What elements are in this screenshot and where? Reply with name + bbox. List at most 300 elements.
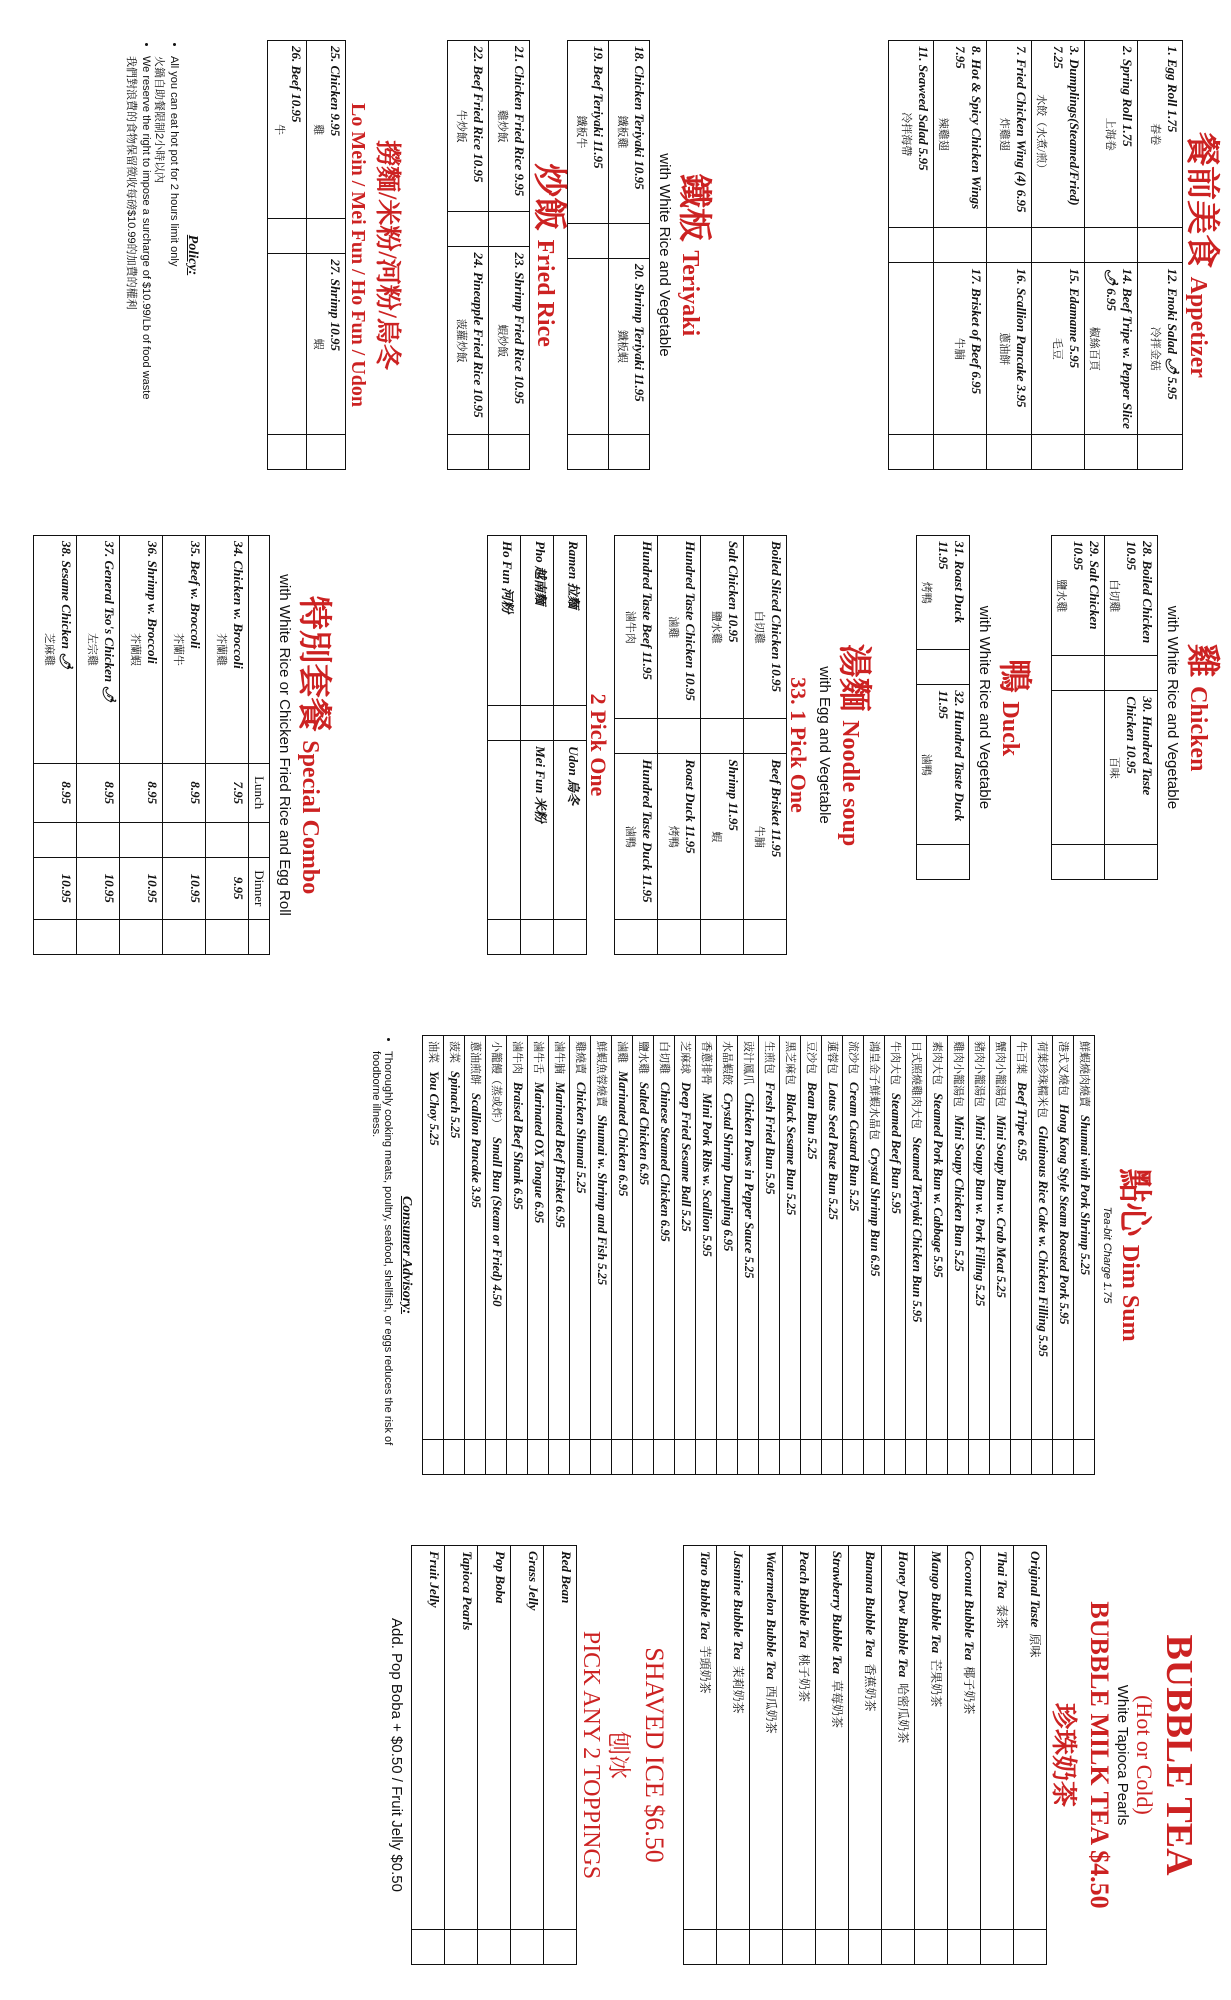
order-qty-box[interactable]	[696, 1440, 717, 1475]
dim-sum-en: Chicken Paws in Pepper Sauce 5.25	[742, 1093, 757, 1279]
bubble-tea-row	[915, 1546, 948, 1965]
order-qty-box[interactable]	[927, 1440, 948, 1475]
order-qty-box[interactable]	[206, 920, 249, 955]
menu-item-cn: 雞炒飯	[496, 109, 509, 143]
menu-item-cn: 鐵板蝦	[616, 329, 629, 363]
lo-mein-title-en: Lo Mein / Mei Fun / Ho Fun / Udon	[346, 103, 369, 407]
order-qty-box[interactable]	[549, 1440, 570, 1475]
menu-item-cell	[1085, 263, 1138, 435]
menu-item-cell	[658, 754, 701, 920]
order-qty-box[interactable]	[568, 435, 609, 470]
shaved-ice-footer: Add. Pop Boba + $0.50 / Fruit Jelly $0.50	[388, 1618, 405, 1892]
dim-sum-en: Steamed Beef Bun 5.95	[889, 1093, 904, 1214]
dim-sum-cn: 蔥油煎餅	[469, 1041, 482, 1085]
order-qty-box[interactable]	[658, 719, 701, 754]
order-qty-box[interactable]	[717, 1930, 750, 1965]
menu-item-cn: 毛豆	[1051, 337, 1064, 360]
order-qty-box[interactable]	[570, 1440, 591, 1475]
menu-item-cell	[568, 41, 609, 224]
menu-row	[554, 536, 587, 955]
order-qty-box[interactable]	[948, 1930, 981, 1965]
menu-item-cell	[701, 536, 744, 719]
order-qty-box[interactable]	[465, 1440, 486, 1475]
shaved-ice-topping: Tapioca Pearls	[445, 1546, 478, 1930]
menu-item-cell	[554, 536, 587, 706]
menu-item-cell	[658, 536, 701, 719]
menu-item-cell	[917, 536, 970, 650]
bubble-tea-row	[981, 1546, 1014, 1965]
menu-item-cell	[488, 741, 521, 920]
consumer-advisory	[370, 1035, 414, 1475]
menu-item-name: 30. Hundred Taste Chicken 10.95	[1124, 696, 1156, 796]
order-qty-box[interactable]	[544, 1930, 577, 1965]
menu-item-cell	[701, 754, 744, 920]
bubble-tea-row	[750, 1546, 783, 1965]
shaved-ice-topping: Fruit Jelly	[412, 1546, 445, 1930]
dim-sum-item	[969, 1036, 990, 1440]
order-qty-box[interactable]	[701, 719, 744, 754]
combo-title-en: Special Combo	[297, 740, 323, 895]
order-qty-box[interactable]	[1053, 1440, 1074, 1475]
order-qty-box[interactable]	[934, 435, 987, 470]
dim-sum-en: Marinated OX Tongue 6.95	[532, 1082, 547, 1224]
dim-sum-item	[948, 1036, 969, 1440]
menu-item-name: 7. Fried Chicken Wing (4) 6.95	[1014, 46, 1030, 213]
bubble-tea-en: Strawberry Bubble Tea	[830, 1551, 845, 1675]
order-qty-box[interactable]	[889, 228, 934, 263]
dim-sum-row	[1011, 1036, 1032, 1475]
bubble-tea-en: Watermelon Bubble Tea	[764, 1551, 779, 1680]
shaved-ice-topping: Red Bean	[544, 1546, 577, 1930]
dim-sum-subtitle: Tea-bit Charge 1.75	[1101, 1206, 1114, 1304]
bubble-tea-en: Original Taste	[1028, 1551, 1043, 1628]
dim-sum-row	[822, 1036, 843, 1475]
dim-sum-cn: 流沙包	[847, 1041, 860, 1074]
chicken-table	[1051, 535, 1158, 880]
appetizer-title-en: Appetizer	[1185, 276, 1211, 378]
order-qty-box[interactable]	[77, 822, 120, 857]
dim-sum-en: Fresh Fried Bun 5.95	[763, 1082, 778, 1195]
order-qty-box[interactable]	[633, 1440, 654, 1475]
order-qty-box[interactable]	[843, 1440, 864, 1475]
order-qty-box[interactable]	[780, 1440, 801, 1475]
order-qty-box[interactable]	[882, 1930, 915, 1965]
menu-item-name: Ramen 拉麵	[566, 541, 582, 609]
noodle-subtitle: with Egg and Vegetable	[816, 666, 834, 824]
order-qty-box[interactable]	[969, 1440, 990, 1475]
order-qty-box[interactable]	[448, 435, 489, 470]
dim-sum-cn: 滷牛肉	[511, 1041, 524, 1074]
order-qty-box[interactable]	[489, 212, 530, 247]
menu-item-name: Beef Brisket 11.95	[769, 759, 785, 858]
combo-lunch-price: 8.95	[163, 763, 206, 822]
bubble-tea-row	[816, 1546, 849, 1965]
dim-sum-en: Beef Tripe 6.95	[1015, 1082, 1030, 1162]
dim-sum-row	[948, 1036, 969, 1475]
menu-item-cn: 水餃（水煮/煎）	[1035, 94, 1048, 175]
menu-row	[489, 41, 530, 470]
order-qty-box[interactable]	[615, 719, 658, 754]
menu-item-name: Udon 烏冬	[566, 746, 582, 805]
dim-sum-row	[864, 1036, 885, 1475]
dim-sum-item	[675, 1036, 696, 1440]
menu-item-cell	[889, 41, 934, 228]
order-qty-box[interactable]	[849, 1930, 882, 1965]
order-qty-box[interactable]	[658, 920, 701, 955]
dim-sum-row	[906, 1036, 927, 1475]
noodle-title-en: Noodle soup	[837, 720, 863, 847]
order-qty-box[interactable]	[1032, 435, 1085, 470]
order-qty-box[interactable]	[163, 822, 206, 857]
order-qty-box[interactable]	[987, 435, 1032, 470]
policy-item: 火鍋自助餐限制2小時以內	[153, 56, 165, 184]
order-qty-box[interactable]	[701, 920, 744, 955]
shaved-ice-row	[478, 1546, 511, 1965]
order-qty-box[interactable]	[1014, 1930, 1047, 1965]
order-qty-box[interactable]	[744, 920, 787, 955]
order-qty-box[interactable]	[307, 219, 346, 254]
combo-header-row	[249, 536, 270, 955]
menu-item-name: 32. Hundred Taste Duck 11.95	[936, 690, 968, 822]
menu-item-cn: 春卷	[1149, 123, 1162, 146]
order-qty-box[interactable]	[1105, 845, 1158, 880]
order-qty-box[interactable]	[948, 1440, 969, 1475]
bubble-tea-en: Banana Bubble Tea	[863, 1551, 878, 1658]
dim-sum-en: Mini Soupy Bun w. Pork Filling 5.25	[973, 1115, 988, 1307]
menu-item-name: 31. Roast Duck 11.95	[936, 541, 968, 623]
menu-item-name: 22. Beef Fried Rice 10.95	[471, 46, 487, 183]
bubble-tea-en: Honey Dew Bubble Tea	[896, 1551, 911, 1678]
dim-sum-item	[633, 1036, 654, 1440]
order-qty-box[interactable]	[684, 1930, 717, 1965]
order-qty-box[interactable]	[744, 719, 787, 754]
shaved-ice-row	[412, 1546, 445, 1965]
order-qty-box[interactable]	[554, 920, 587, 955]
menu-item-cn: 椒絲百頁	[1088, 326, 1101, 371]
menu-item-name: Hundred Taste Beef 11.95	[640, 541, 656, 680]
order-qty-box[interactable]	[307, 435, 346, 470]
combo-dinner-price: 10.95	[77, 857, 120, 920]
dim-sum-item	[465, 1036, 486, 1440]
order-qty-box[interactable]	[521, 920, 554, 955]
bubble-tea-cn: 泰茶	[995, 1604, 1009, 1629]
order-qty-box[interactable]	[1011, 1440, 1032, 1475]
combo-lunch-price: 8.95	[77, 763, 120, 822]
menu-item-cell	[120, 536, 163, 764]
menu-item-cn: 蝦	[312, 338, 325, 350]
dim-sum-item	[822, 1036, 843, 1440]
order-qty-box[interactable]	[885, 1440, 906, 1475]
dim-sum-item	[864, 1036, 885, 1440]
dim-sum-cn: 雞肉小籠湯包	[952, 1041, 965, 1107]
bubble-tea-pearls: White Tapioca Pearls	[1114, 1684, 1131, 1826]
order-qty-box[interactable]	[906, 1440, 927, 1475]
dim-sum-row	[801, 1036, 822, 1475]
order-qty-box[interactable]	[507, 1440, 528, 1475]
menu-row	[701, 536, 744, 955]
shaved-ice-topping: Pop Boba	[478, 1546, 511, 1930]
dim-sum-item	[444, 1036, 465, 1440]
order-qty-box[interactable]	[934, 228, 987, 263]
order-qty-box[interactable]	[249, 920, 270, 955]
menu-item-cn: 辣雞翅	[937, 117, 950, 151]
order-qty-box[interactable]	[521, 706, 554, 741]
menu-item-cell	[1105, 691, 1158, 845]
bubble-tea-en: Jasmine Bubble Tea	[731, 1551, 746, 1660]
menu-item-cn: 左宗雞	[86, 632, 99, 666]
menu-item-cn: 芥蘭蝦	[129, 632, 142, 666]
teriyaki-table	[567, 40, 650, 470]
order-qty-box[interactable]	[738, 1440, 759, 1475]
order-qty-box[interactable]	[268, 219, 307, 254]
menu-item-name: 28. Boiled Chicken 10.95	[1124, 541, 1156, 644]
menu-item-name: 17. Brisket of Beef 6.95	[969, 268, 985, 395]
dim-sum-en: You Choy 5.25	[427, 1071, 442, 1146]
menu-item-name: Ho Fun 河粉	[500, 541, 516, 614]
order-qty-box[interactable]	[478, 1930, 511, 1965]
order-qty-box[interactable]	[488, 706, 521, 741]
lo-mein-section	[267, 40, 401, 470]
menu-row	[1032, 41, 1085, 470]
order-qty-box[interactable]	[423, 1440, 444, 1475]
dim-sum-en: Salted Chicken 6.95	[637, 1082, 652, 1186]
order-qty-box[interactable]	[1074, 1440, 1095, 1475]
bubble-tea-item	[981, 1546, 1014, 1930]
bubble-tea-cn: 椰子奶茶	[962, 1666, 976, 1715]
dim-sum-row	[528, 1036, 549, 1475]
menu-item-cn: 白切雞	[1108, 579, 1121, 613]
dim-sum-en: Chinese Steamed Chicken 6.95	[658, 1082, 673, 1242]
noodle-title-cn: 湯麵	[835, 643, 872, 712]
dim-sum-en: Chicken Shumai 5.25	[574, 1082, 589, 1194]
order-qty-box[interactable]	[486, 1440, 507, 1475]
combo-row	[34, 536, 77, 955]
menu-item-cell	[307, 254, 346, 435]
order-qty-box[interactable]	[591, 1440, 612, 1475]
dim-sum-cn: 豆沙包	[805, 1041, 818, 1074]
combo-table	[33, 535, 270, 955]
menu-item-name: Mei Fun 米粉	[533, 746, 549, 823]
menu-item-cn: 芥蘭雞	[215, 632, 228, 666]
order-qty-box[interactable]	[987, 228, 1032, 263]
dim-sum-item	[570, 1036, 591, 1440]
consumer-heading: Consumer Advisory:	[399, 1195, 415, 1315]
bubble-tea-item	[717, 1546, 750, 1930]
order-qty-box[interactable]	[1032, 1440, 1053, 1475]
dim-sum-en: Glutinous Rice Cake w. Chicken Filling 5.95	[1036, 1126, 1051, 1357]
dim-sum-row	[570, 1036, 591, 1475]
menu-item-name: 3. Dumplings(Steamed/Fried) 7.25	[1051, 46, 1083, 206]
order-qty-box[interactable]	[511, 1930, 544, 1965]
order-qty-box[interactable]	[822, 1440, 843, 1475]
dim-sum-item	[717, 1036, 738, 1440]
combo-row	[77, 536, 120, 955]
order-qty-box[interactable]	[612, 1440, 633, 1475]
order-qty-box[interactable]	[1138, 435, 1183, 470]
dim-sum-en: Small Bun (Steam or Fried) 4.50	[490, 1137, 505, 1307]
order-qty-box[interactable]	[990, 1440, 1011, 1475]
menu-item-cn: 蝦	[710, 831, 723, 843]
menu-item-name: 24. Pineapple Fried Rice 10.95	[471, 252, 487, 418]
appetizer-title-cn: 餐前美食	[1183, 132, 1220, 269]
menu-item-cn: 芝麻雞	[43, 632, 56, 666]
order-qty-box[interactable]	[1052, 845, 1105, 880]
dim-sum-item	[612, 1036, 633, 1440]
dim-sum-en: Cream Custard Bun 5.25	[847, 1082, 862, 1212]
combo-subtitle: with White Rice or Chicken Fried Rice and Egg Roll	[276, 574, 294, 916]
dim-sum-row	[591, 1036, 612, 1475]
shaved-ice-row	[445, 1546, 478, 1965]
order-qty-box[interactable]	[889, 435, 934, 470]
order-qty-box[interactable]	[759, 1440, 780, 1475]
dim-sum-en: Mini Soupy Chicken Bun 5.25	[952, 1115, 967, 1272]
order-qty-box[interactable]	[1032, 228, 1085, 263]
order-qty-box[interactable]	[654, 1440, 675, 1475]
order-qty-box[interactable]	[783, 1930, 816, 1965]
bubble-tea-en: Peach Bubble Tea	[797, 1551, 812, 1649]
order-qty-box[interactable]	[554, 706, 587, 741]
order-qty-box[interactable]	[915, 1930, 948, 1965]
order-qty-box[interactable]	[249, 822, 270, 857]
menu-item-cn: 蔥油餅	[998, 332, 1011, 366]
dim-sum-en: Mini Soupy Bun w. Crab Meat 5.25	[994, 1115, 1009, 1298]
order-qty-box[interactable]	[801, 1440, 822, 1475]
consumer-text: • Thoroughly cooking meats, poultry, seafood, shellfish, or eggs reduces the risk of foodborne illness.	[370, 1051, 394, 1475]
dim-sum-title-en: Dim Sum	[1117, 1244, 1143, 1342]
combo-row	[163, 536, 206, 955]
order-qty-box[interactable]	[488, 920, 521, 955]
menu-item-cn: 滷鴨	[624, 825, 637, 848]
shaved-ice-pick: PICK ANY 2 TOPPINGS	[578, 1630, 604, 1880]
menu-item-cell	[934, 263, 987, 435]
shaved-ice-row	[511, 1546, 544, 1965]
bubble-tea-item	[849, 1546, 882, 1930]
menu-item-cell	[268, 41, 307, 219]
order-qty-box[interactable]	[120, 822, 163, 857]
shaved-ice-table	[411, 1545, 577, 1965]
order-qty-box[interactable]	[412, 1930, 445, 1965]
menu-item-name: 26. Beef 10.95	[289, 46, 305, 123]
dim-sum-cn: 香蔥排骨	[700, 1041, 713, 1085]
order-qty-box[interactable]	[917, 845, 970, 880]
menu-row	[1105, 536, 1158, 880]
dim-sum-row	[885, 1036, 906, 1475]
duck-title-en: Duck	[997, 701, 1023, 757]
menu-item-cell	[206, 536, 249, 764]
menu-item-cn: 牛	[273, 124, 286, 136]
bubble-tea-row	[684, 1546, 717, 1965]
bubble-tea-table	[683, 1545, 1047, 1965]
order-qty-box[interactable]	[750, 1930, 783, 1965]
menu-item-cell	[615, 754, 658, 920]
dim-sum-row	[990, 1036, 1011, 1475]
chicken-title-cn: 雞	[1183, 643, 1220, 678]
dim-sum-row	[654, 1036, 675, 1475]
order-qty-box[interactable]	[568, 223, 609, 258]
dim-sum-en: Black Sesame Bun 5.25	[784, 1093, 799, 1216]
order-qty-box[interactable]	[445, 1930, 478, 1965]
order-qty-box[interactable]	[981, 1930, 1014, 1965]
bubble-tea-cn: 西瓜奶茶	[764, 1685, 778, 1734]
order-qty-box[interactable]	[444, 1440, 465, 1475]
order-qty-box[interactable]	[816, 1930, 849, 1965]
menu-item-cn: 炸雞翅	[998, 117, 1011, 151]
order-qty-box[interactable]	[717, 1440, 738, 1475]
order-qty-box[interactable]	[120, 920, 163, 955]
menu-item-cell	[1138, 41, 1183, 228]
policy-item: 我們對浪費的食物保留徵收每磅$10.99的加費的權利	[125, 56, 137, 310]
noodle-pick2-label: 2 Pick One	[586, 693, 612, 797]
dim-sum-en: Crystal Shrimp Dumpling 6.95	[721, 1093, 736, 1252]
duck-subtitle: with White Rice and Vegetable	[976, 605, 994, 810]
menu-item-cell	[448, 41, 489, 212]
menu-row	[488, 536, 521, 955]
bubble-tea-item	[816, 1546, 849, 1930]
bubble-tea-row	[1014, 1546, 1047, 1965]
dim-sum-cn: 蓮蓉包	[826, 1041, 839, 1074]
order-qty-box[interactable]	[163, 920, 206, 955]
order-qty-box[interactable]	[1052, 656, 1105, 691]
dim-sum-cn: 菠菜	[448, 1041, 461, 1063]
menu-item-cell	[744, 536, 787, 719]
order-qty-box[interactable]	[1085, 435, 1138, 470]
dim-sum-cn: 鮮蝦魚蓉燒賣	[595, 1041, 608, 1107]
order-qty-box[interactable]	[1085, 228, 1138, 263]
menu-row	[268, 41, 307, 470]
bubble-tea-row	[948, 1546, 981, 1965]
order-qty-box[interactable]	[268, 435, 307, 470]
menu-item-cn: 雞	[312, 124, 325, 136]
menu-item-name: Shrimp 11.95	[726, 759, 742, 831]
order-qty-box[interactable]	[615, 920, 658, 955]
dim-sum-en: Shumai w. Shrimp and Fish 5.25	[595, 1115, 610, 1286]
order-qty-box[interactable]	[77, 920, 120, 955]
order-qty-box[interactable]	[528, 1440, 549, 1475]
order-qty-box[interactable]	[1138, 228, 1183, 263]
teriyaki-title-en: Teriyaki	[677, 250, 703, 337]
dim-sum-row	[696, 1036, 717, 1475]
order-qty-box[interactable]	[489, 435, 530, 470]
order-qty-box[interactable]	[917, 650, 970, 685]
bubble-milk-tea-price: BUBBLE MILK TEA $4.50	[1085, 1601, 1114, 1909]
order-qty-box[interactable]	[609, 435, 650, 470]
menu-row	[521, 536, 554, 955]
menu-item-cn: 冷拌金菇	[1149, 326, 1162, 371]
order-qty-box[interactable]	[206, 822, 249, 857]
menu-item-name: 12. Enoki Salad 🌶 5.95	[1165, 268, 1181, 400]
bubble-tea-item	[750, 1546, 783, 1930]
dim-sum-en: Marinated Beef Brisket 6.95	[553, 1082, 568, 1228]
order-qty-box[interactable]	[609, 223, 650, 258]
menu-item-cell	[1085, 41, 1138, 228]
teriyaki-section	[567, 40, 711, 470]
dim-sum-cn: 滷牛腩	[553, 1041, 566, 1074]
dim-sum-item	[843, 1036, 864, 1440]
order-qty-box[interactable]	[34, 920, 77, 955]
dim-sum-row	[549, 1036, 570, 1475]
order-qty-box[interactable]	[34, 822, 77, 857]
dim-sum-cn: 水晶蝦餃	[721, 1041, 734, 1085]
order-qty-box[interactable]	[448, 212, 489, 247]
dim-sum-row	[1053, 1036, 1074, 1475]
order-qty-box[interactable]	[675, 1440, 696, 1475]
order-qty-box[interactable]	[864, 1440, 885, 1475]
menu-item-cell	[987, 41, 1032, 228]
order-qty-box[interactable]	[1105, 656, 1158, 691]
bubble-tea-item	[915, 1546, 948, 1930]
fried-rice-title-en: Fried Rice	[532, 239, 558, 347]
menu-item-cell	[1105, 536, 1158, 656]
